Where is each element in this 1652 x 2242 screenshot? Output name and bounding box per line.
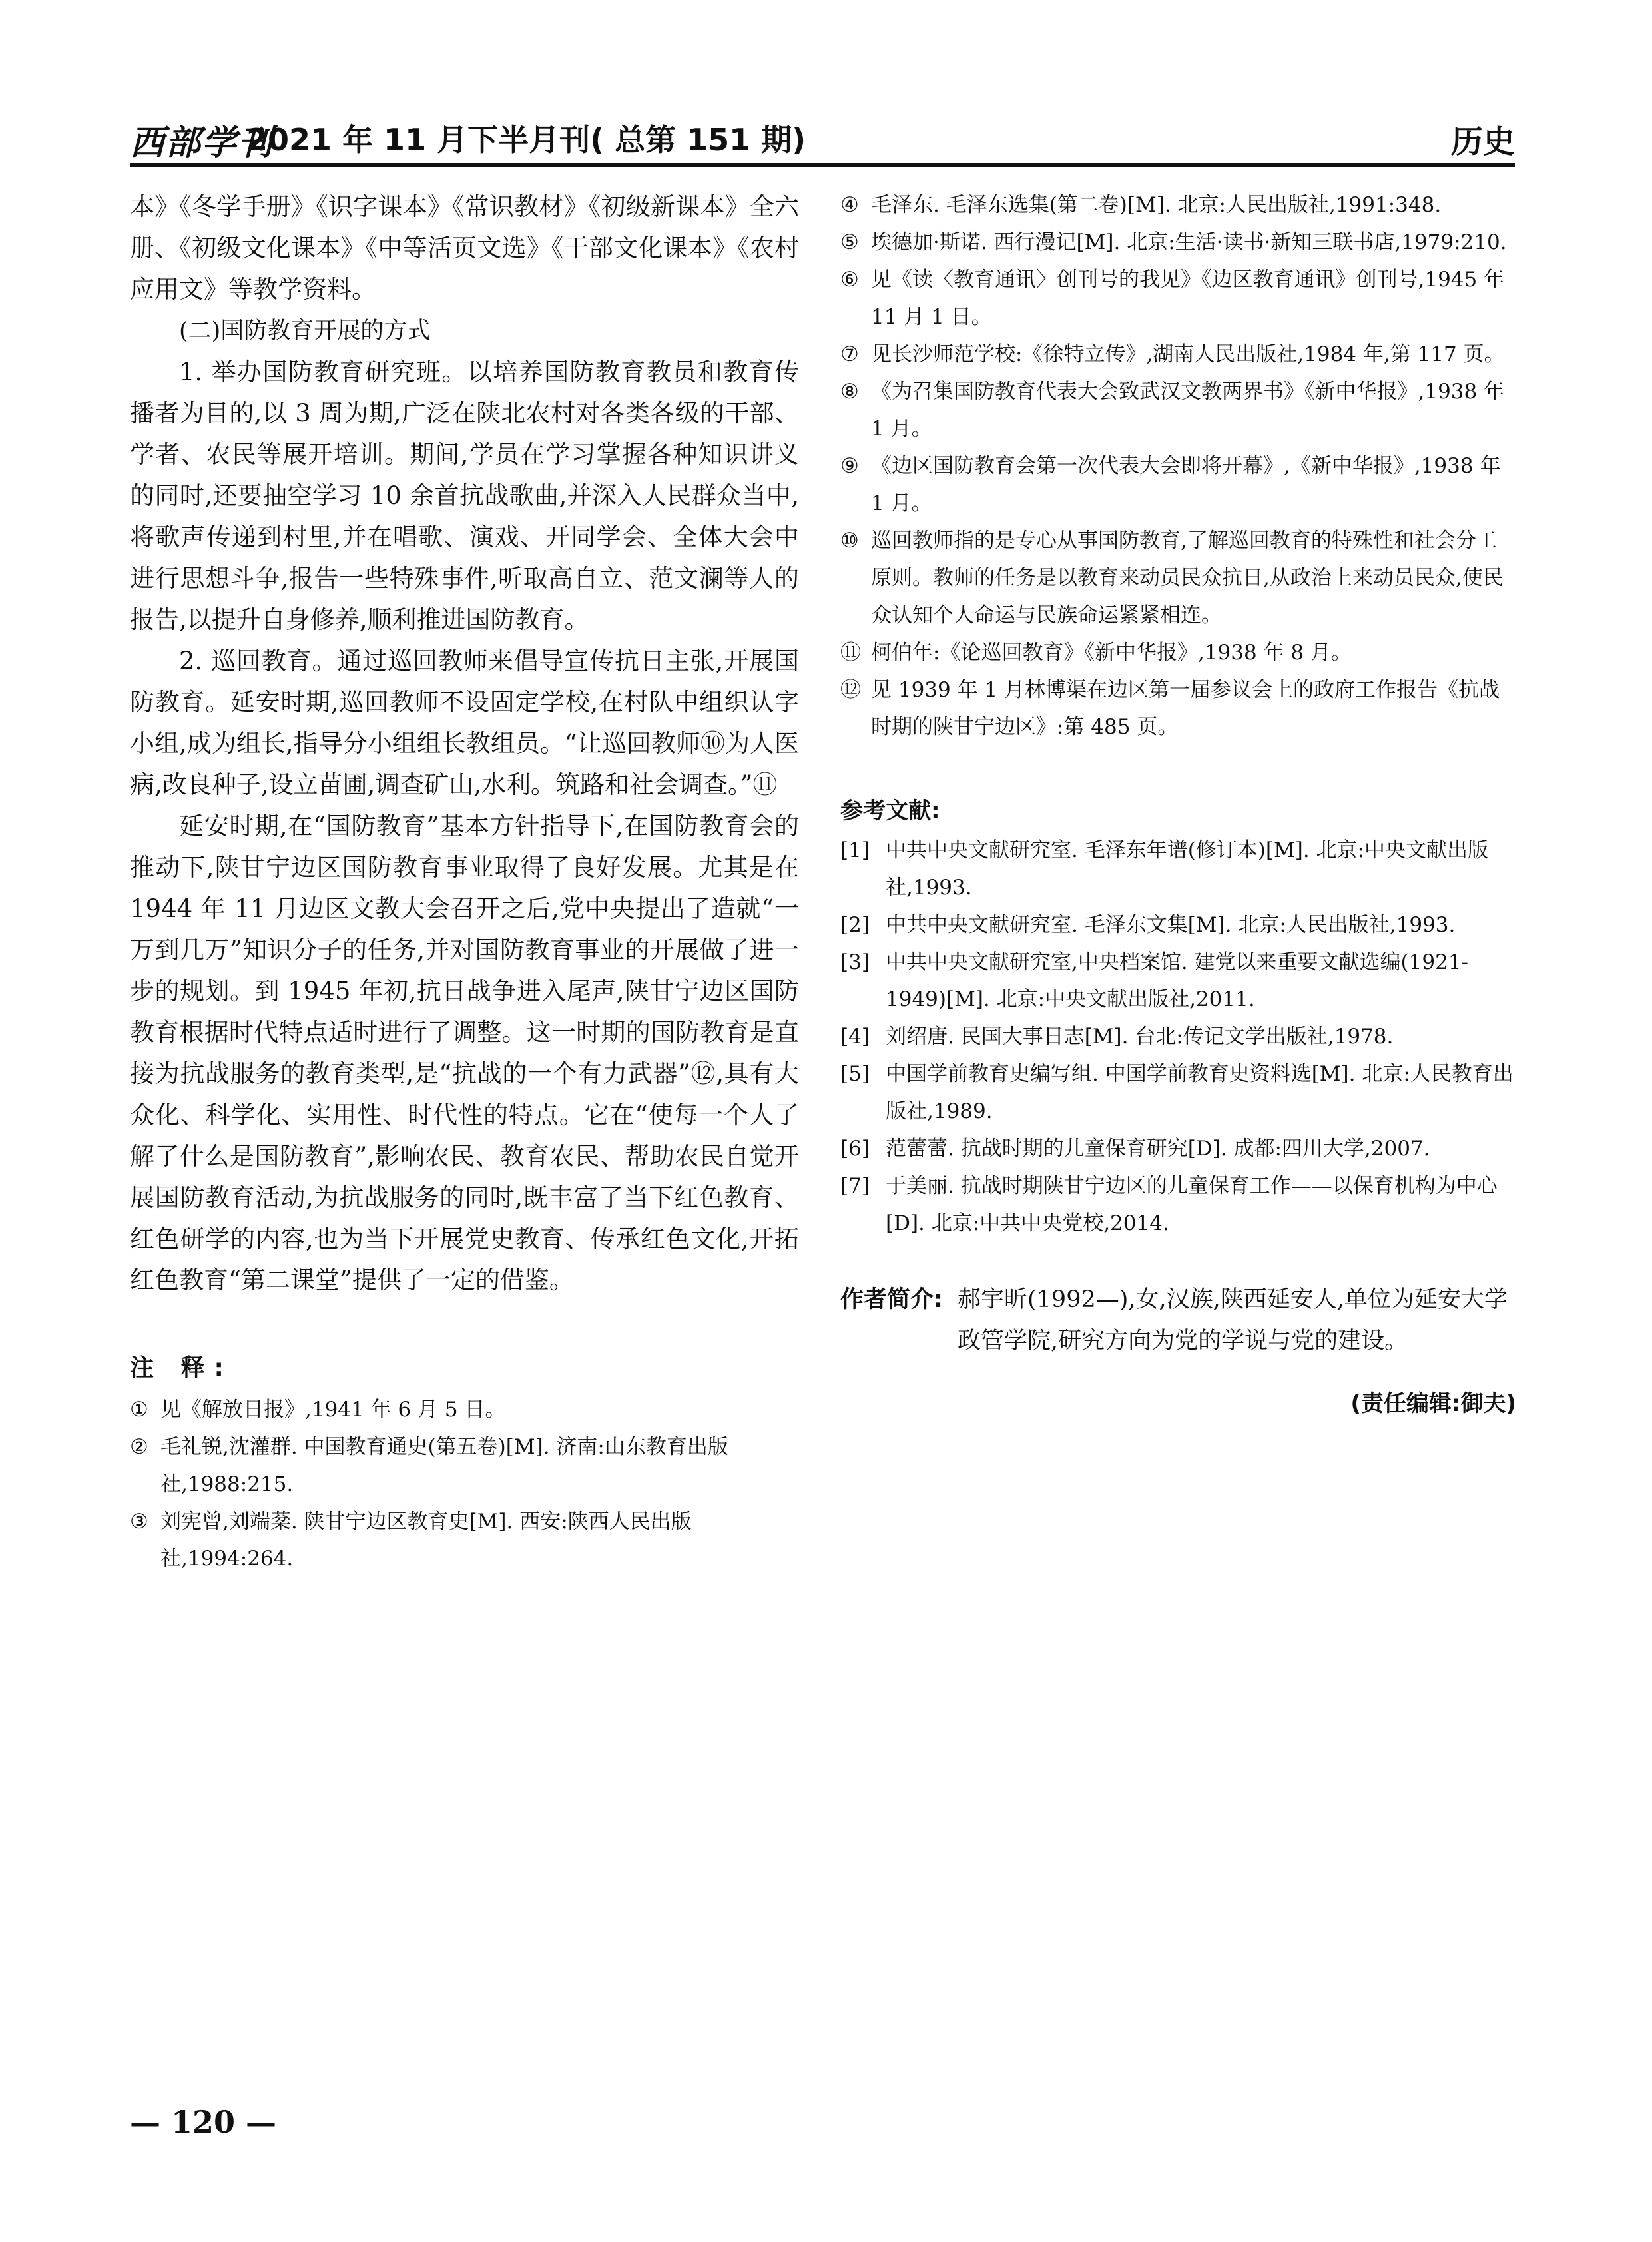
note-item bbox=[840, 373, 1516, 447]
note-item bbox=[840, 634, 1516, 671]
notes-title: 注 释: bbox=[130, 1354, 233, 1382]
reference-text: 中共中央文献研究室. 毛泽东文集[M]. 北京:人民出版社,1993. bbox=[886, 913, 1456, 937]
note-marker: ⑨ bbox=[840, 454, 859, 478]
reference-text: 中共中央文献研究室. 毛泽东年谱(修订本)[M]. 北京:中央文献出版社,1993. bbox=[886, 838, 1488, 900]
reference-tag: [3] bbox=[840, 950, 870, 974]
reference-item bbox=[840, 1167, 1516, 1242]
reference-text: 范蕾蕾. 抗战时期的儿童保育研究[D]. 成都:四川大学,2007. bbox=[886, 1137, 1430, 1161]
issue-info: 2021 年 11 月下半月刊( 总第 151 期) bbox=[246, 122, 806, 158]
reference-tag: [4] bbox=[840, 1025, 870, 1049]
reference-tag: [7] bbox=[840, 1174, 870, 1198]
note-text: 见 1939 年 1 月林博渠在边区第一届参议会上的政府工作报告《抗战时期的陕甘宁边区》:第 485 页。 bbox=[871, 678, 1500, 739]
reference-text: 中共中央文献研究室,中央档案馆. 建党以来重要文献选编(1921-1949)[M]. 北京:中央文献出版社,2011. bbox=[886, 950, 1469, 1011]
page-number: — 120 — bbox=[130, 2104, 277, 2140]
reference-item bbox=[840, 1018, 1516, 1055]
note-text: 巡回教师指的是专心从事国防教育,了解巡回教育的特殊性和社会分工原则。教师的任务是以教育来动员民众抗日,从政治上来动员民众,使民众认知个人命运与民族命运紧紧相连。 bbox=[871, 529, 1504, 627]
journal-logo: 西部学刊 bbox=[130, 123, 274, 163]
reference-item bbox=[840, 906, 1516, 944]
reference-item bbox=[840, 1130, 1516, 1167]
note-text: 见《解放日报》,1941 年 6 月 5 日。 bbox=[160, 1398, 506, 1422]
note-item bbox=[840, 261, 1516, 336]
body-paragraph: 本》《冬学手册》《识字课本》《常识教材》《初级新课本》全六册、《初级文化课本》《中等活页文选》《干部文化课本》《农村应用文》等教学资料。 bbox=[130, 192, 799, 304]
note-marker: ⑦ bbox=[840, 342, 859, 366]
responsible-editor: (责任编辑:御夫) bbox=[1350, 1390, 1516, 1417]
body-paragraph: 1. 举办国防教育研究班。以培养国防教育教员和教育传播者为目的,以 3 周为期,广泛在陕北农村对各类各级的干部、学者、农民等展开培训。期间,学员在学习掌握各种知识讲义的同时,还要抽空学习 10 余首抗战歌曲,并深入人民群众当中,将歌声传递到村里,并在唱歌、演戏、开同学会、全体大会中进行思想斗争,报告一些特殊事件,听取高自立、范文澜等人的报告,以提升自身修养,顺利推进国防教育。 bbox=[130, 358, 799, 634]
reference-text: 于美丽. 抗战时期陕甘宁边区的儿童保育工作——以保育机构为中心[D]. 北京:中共中央党校,2014. bbox=[886, 1174, 1498, 1235]
reference-text: 中国学前教育史编写组. 中国学前教育史资料选[M]. 北京:人民教育出版社,1989. bbox=[886, 1062, 1514, 1123]
reference-tag: [2] bbox=[840, 913, 870, 937]
note-text: 毛礼锐,沈灌群. 中国教育通史(第五卷)[M]. 济南:山东教育出版社,1988:215. bbox=[160, 1435, 728, 1496]
note-marker: ⑫ bbox=[840, 678, 861, 702]
left-column bbox=[130, 186, 799, 1577]
note-item bbox=[840, 447, 1516, 522]
note-item bbox=[840, 224, 1516, 261]
body-paragraph: 2. 巡回教育。通过巡回教师来倡导宣传抗日主张,开展国防教育。延安时期,巡回教师不设固定学校,在村队中组织认字小组,成为组长,指导分小组组长教组员。“让巡回教师⑩为人医病,改良种子,设立苗圃,调查矿山,水利。筑路和社会调查。”⑪ bbox=[130, 647, 799, 799]
reference-tag: [5] bbox=[840, 1062, 870, 1086]
header-rule bbox=[130, 163, 1515, 167]
note-item bbox=[130, 1391, 799, 1428]
reference-item bbox=[840, 1055, 1516, 1130]
reference-item bbox=[840, 832, 1516, 906]
references-title: 参考文献: bbox=[840, 798, 940, 824]
note-item bbox=[130, 1428, 799, 1503]
note-item bbox=[130, 1503, 799, 1577]
note-item bbox=[840, 186, 1516, 224]
note-marker: ⑥ bbox=[840, 268, 859, 292]
reference-tag: [1] bbox=[840, 838, 870, 862]
author-bio bbox=[840, 1279, 1516, 1362]
note-item bbox=[840, 522, 1516, 634]
note-text: 埃德加·斯诺. 西行漫记[M]. 北京:生活·读书·新知三联书店,1979:210. bbox=[871, 230, 1507, 254]
subsection-heading: (二)国防教育开展的方式 bbox=[179, 318, 431, 344]
note-text: 见长沙师范学校:《徐特立传》,湖南人民出版社,1984 年,第 117 页。 bbox=[871, 342, 1505, 366]
note-marker: ③ bbox=[130, 1510, 148, 1534]
note-item bbox=[840, 336, 1516, 373]
note-text: 《边区国防教育会第一次代表大会即将开幕》,《新中华报》,1938 年 1 月。 bbox=[871, 454, 1501, 515]
note-marker: ⑪ bbox=[840, 641, 861, 665]
author-bio-label: 作者简介: bbox=[840, 1286, 943, 1313]
body-paragraph: 延安时期,在“国防教育”基本方针指导下,在国防教育会的推动下,陕甘宁边区国防教育事业取得了良好发展。尤其是在 1944 年 11 月边区文教大会召开之后,党中央提出了造就“一万到几万”知识分子的任务,并对国防教育事业的开展做了进一步的规划。到 1945 年初,抗日战争进入尾声,陕甘宁边区国防教育根据时代特点适时进行了调整。这一时期的国防教育是直接为抗战服务的教育类型,是“抗战的一个有力武器”⑫,具有大众化、科学化、实用性、时代性的特点。它在“使每一个人了解了什么是国防教育”,影响农民、教育农民、帮助农民自觉开展国防教育活动,为抗战服务的同时,既丰富了当下红色教育、红色研学的内容,也为当下开展党史教育、传承红色文化,开拓红色教育“第二课堂”提供了一定的借鉴。 bbox=[130, 812, 799, 1294]
page-header bbox=[130, 112, 1515, 163]
note-marker: ② bbox=[130, 1435, 148, 1459]
note-text: 《为召集国防教育代表大会致武汉文教两界书》《新中华报》,1938 年 1 月。 bbox=[871, 380, 1505, 441]
note-text: 毛泽东. 毛泽东选集(第二卷)[M]. 北京:人民出版社,1991:348. bbox=[871, 193, 1442, 217]
right-column bbox=[840, 186, 1516, 1418]
reference-item bbox=[840, 944, 1516, 1018]
section-label: 历史 bbox=[1450, 123, 1515, 160]
note-marker: ① bbox=[130, 1398, 148, 1422]
note-text: 柯伯年:《论巡回教育》《新中华报》,1938 年 8 月。 bbox=[871, 641, 1352, 665]
author-bio-text: 郝宇昕(1992—),女,汉族,陕西延安人,单位为延安大学政管学院,研究方向为党的学说与党的建设。 bbox=[958, 1286, 1508, 1354]
note-text: 刘宪曾,刘端棻. 陕甘宁边区教育史[M]. 西安:陕西人民出版社,1994:264. bbox=[160, 1510, 692, 1571]
reference-text: 刘绍唐. 民国大事日志[M]. 台北:传记文学出版社,1978. bbox=[886, 1025, 1394, 1049]
reference-tag: [6] bbox=[840, 1137, 870, 1161]
note-marker: ④ bbox=[840, 193, 859, 217]
note-item bbox=[840, 671, 1516, 746]
note-marker: ⑩ bbox=[840, 529, 859, 553]
note-marker: ⑤ bbox=[840, 230, 859, 254]
note-marker: ⑧ bbox=[840, 380, 859, 404]
note-text: 见《读〈教育通讯〉创刊号的我见》《边区教育通讯》创刊号,1945 年 11 月 1 日。 bbox=[871, 268, 1505, 329]
